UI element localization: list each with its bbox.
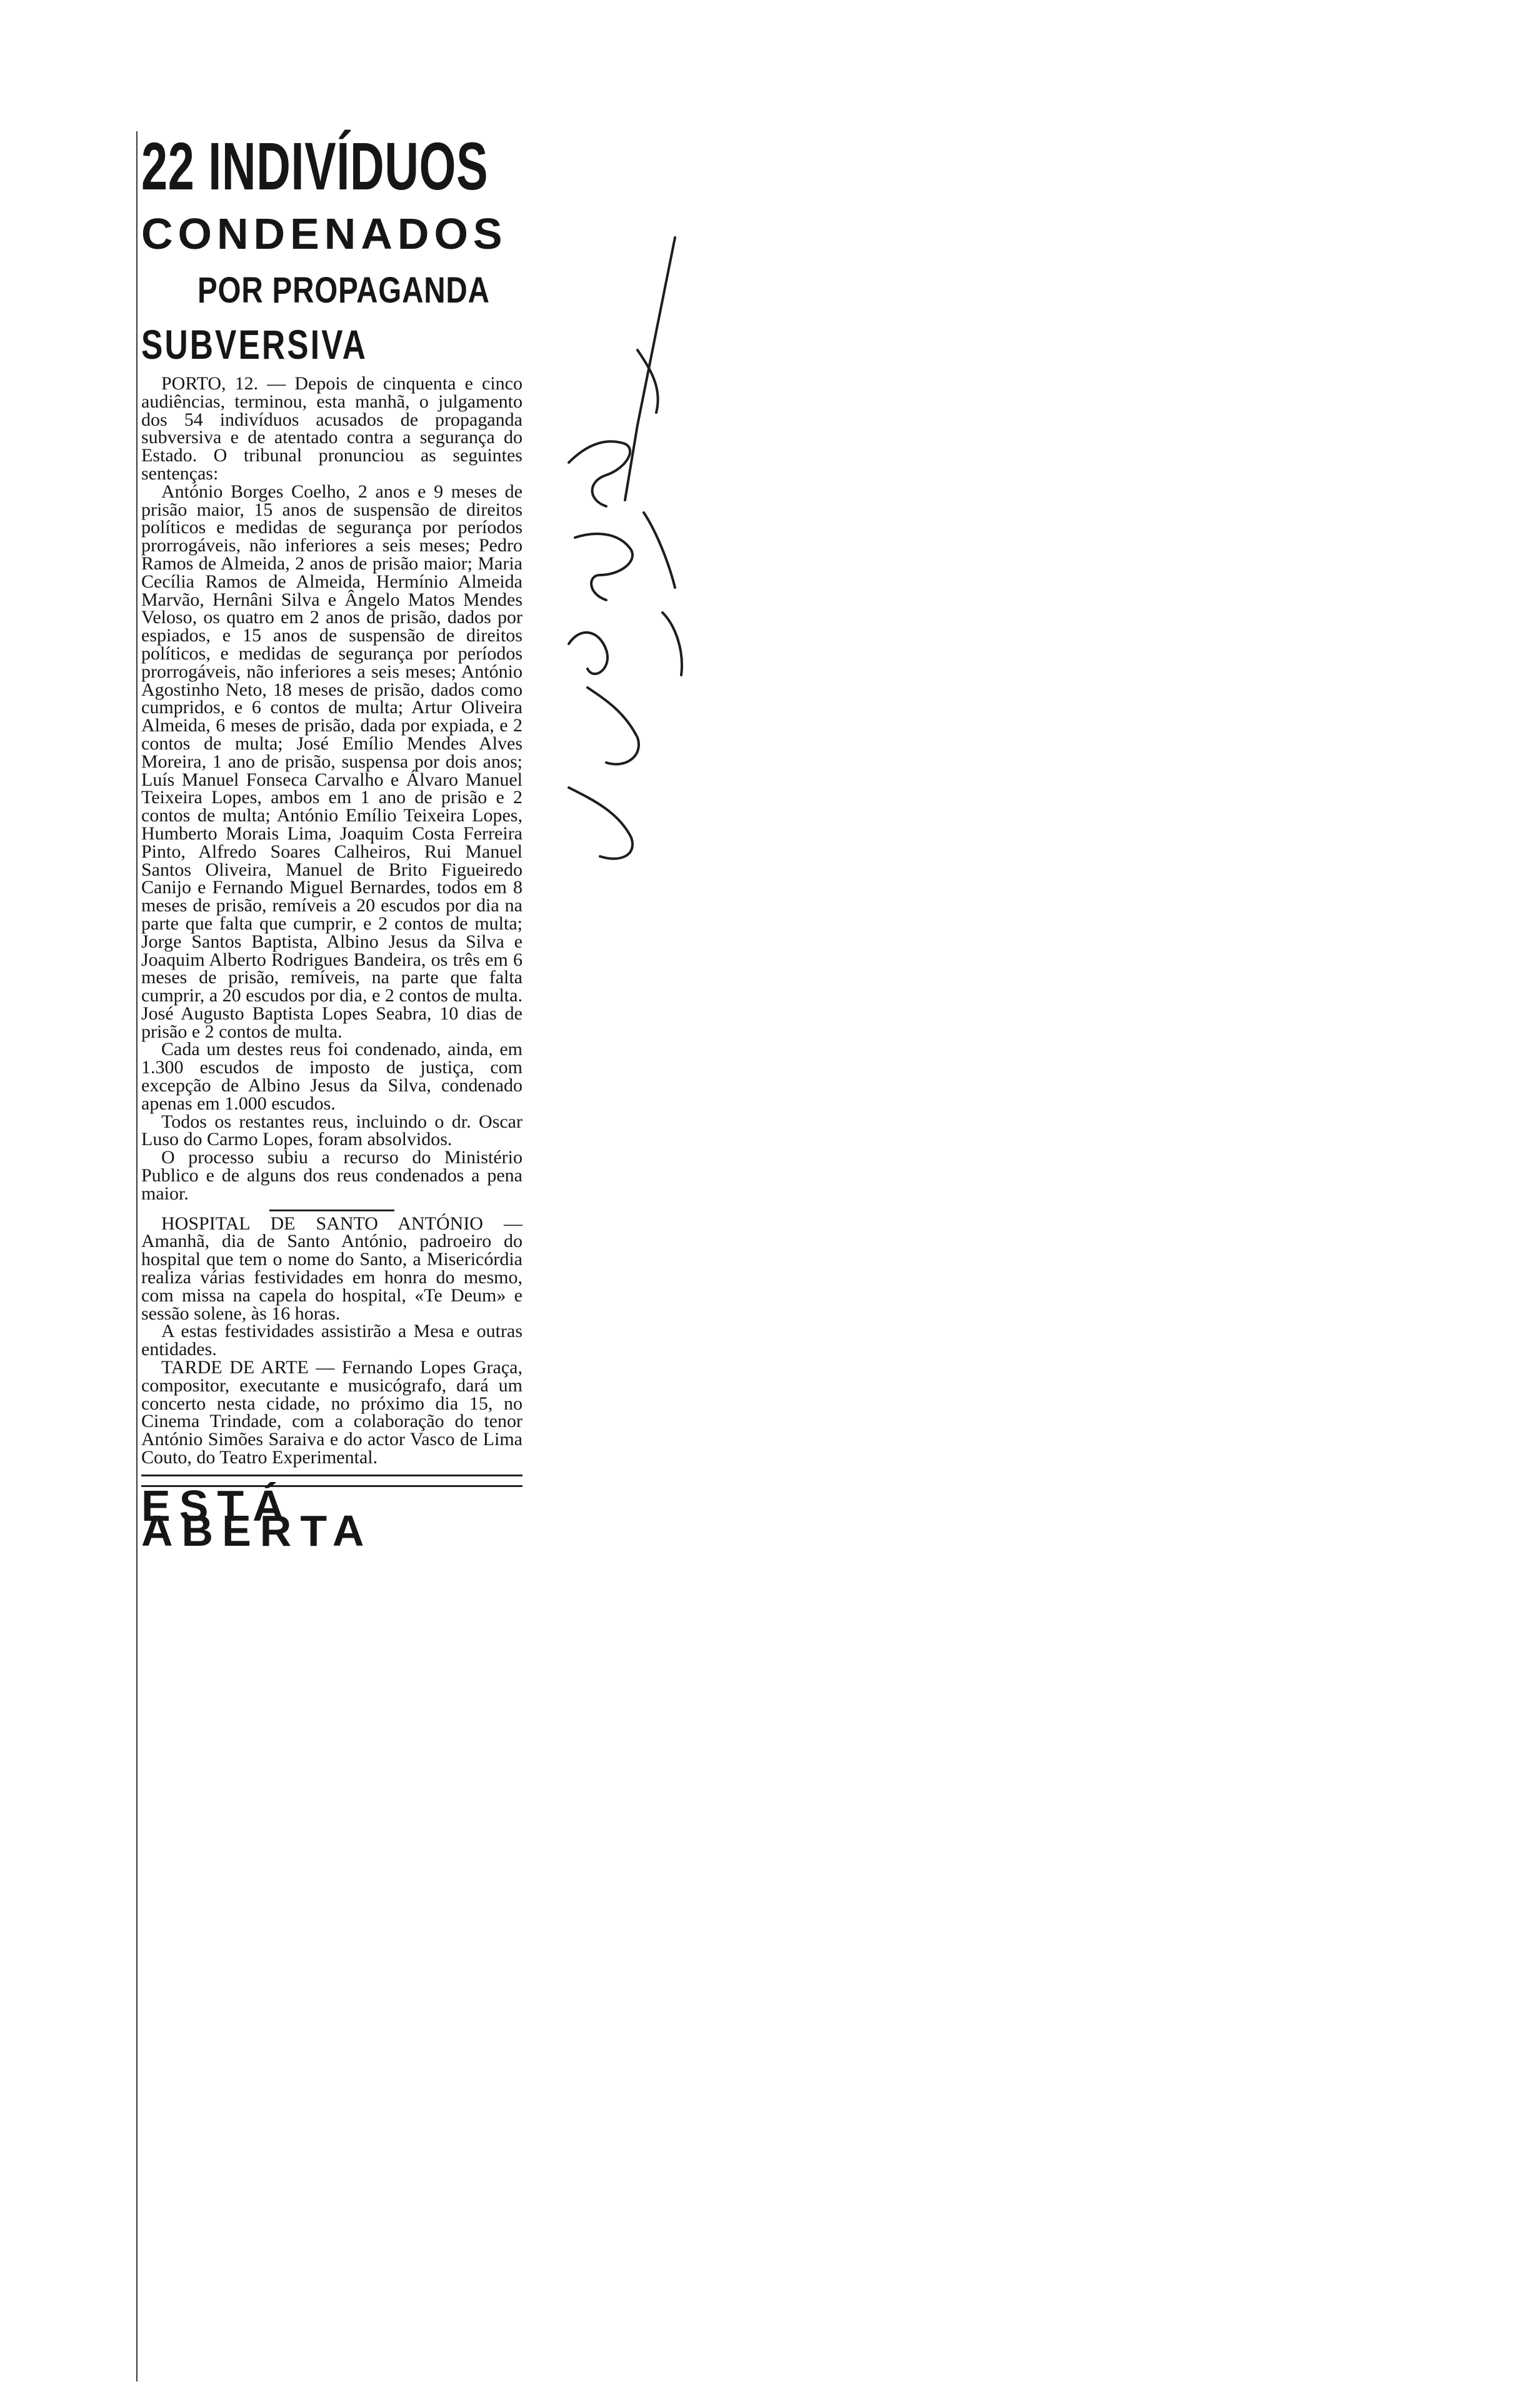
headline-line-4: SUBVERSIVA <box>141 321 368 368</box>
news-paragraph: HOSPITAL DE SANTO ANTÓNIO — Amanhã, dia de Santo António, padroeiro do hospital que tem o nome do Santo, a Misericórdia realiza várias festividades em honra do mesmo, com missa na capela do hospital, «Te Deum» e sessão solene, às 16 horas. <box>141 1213 522 1324</box>
headline-line-1: 22 INDIVÍDUOS <box>141 128 489 204</box>
article-paragraph: O processo subiu a recurso do Ministério Publico e de alguns dos reus condenados a pena maior. <box>141 1147 522 1204</box>
next-headline-cut: ESTÁ ABERTA <box>141 1481 373 1555</box>
news-paragraph: TARDE DE ARTE — Fernando Lopes Graça, compositor, executante e musicógrafo, dará um concerto nesta cidade, no próximo dia 15, no Cinema Trindade, com a colaboração do tenor António Simões Saraiva e do actor Vasco de Lima Couto, do Teatro Experimental. <box>141 1357 522 1468</box>
article-paragraph: Todos os restantes reus, incluindo o dr. Oscar Luso do Carmo Lopes, foram absolvidos. <box>141 1111 522 1150</box>
headline-line-2: CONDENADOS <box>141 209 508 258</box>
article-paragraph: António Borges Coelho, 2 anos e 9 meses de prisão maior, 15 anos de suspensão de direitos políticos e medidas de segurança por períodos prorrogáveis, não inferiores a seis meses; Pedro Ramos de Almeida, 2 anos de prisão maior; Maria Cecília Ramos de Almeida, Hermínio Almeida Marvão, Hernâni Silva e Ângelo Matos Mendes Veloso, os quatro em 2 anos de prisão, dados por espiados, e 15 anos de suspensão de direitos políticos, e medidas de segurança por períodos prorrogáveis, não inferiores a seis meses; António Agostinho Neto, 18 meses de prisão, dados como cumpridos, e 6 contos de multa; Artur Oliveira Almeida, 6 meses de prisão, dada por expiada, e 2 contos de multa; José Emílio Mendes Alves Moreira, 1 ano de prisão, suspensa por dois anos; Luís Manuel Fonseca Carvalho e Álvaro Manuel Teixeira Lopes, ambos em 1 ano de prisão e 2 contos de multa; António Emílio Teixeira Lopes, Humberto Morais Lima, Joaquim Costa Ferreira Pinto, Alfredo Soares Calheiros, Rui Manuel Santos Oliveira, Manuel de Brito Figueiredo Canijo e Fernando Miguel Bernardes, todos em 8 meses de prisão, remíveis a 20 escudos por dia na parte que falta que cumprir, e 2 contos de multa; Jorge Santos Baptista, Albino Jesus da Silva e Joaquim Alberto Rodrigues Bandeira, os três em 6 meses de prisão, remíveis, na parte que falta cumprir, a 20 escudos por dia, e 2 contos de multa. José Augusto Baptista Lopes Seabra, 10 dias de prisão e 2 contos de multa. <box>141 481 522 1042</box>
newspaper-clipping <box>141 128 522 2394</box>
section-divider <box>269 1210 394 1211</box>
news-paragraph: A estas festividades assistirão a Mesa e outras entidades. <box>141 1321 522 1360</box>
column-rule <box>136 131 138 2381</box>
headline-line-3: POR PROPAGANDA <box>198 270 490 311</box>
article-paragraph: PORTO, 12. — Depois de cinquenta e cinco audiências, terminou, esta manhã, o julgamento dos 54 indivíduos acusados de propaganda subversiva e de atentado contra a segurança do Estado. O tribunal pronunciou as seguintes sentenças: <box>141 373 522 484</box>
article-body <box>141 375 522 1467</box>
handwritten-signature <box>550 238 712 875</box>
article-paragraph: Cada um destes reus foi condenado, ainda, em 1.300 escudos de imposto de justiça, com excepção de Albino Jesus da Silva, condenado apenas em 1.000 escudos. <box>141 1039 522 1114</box>
